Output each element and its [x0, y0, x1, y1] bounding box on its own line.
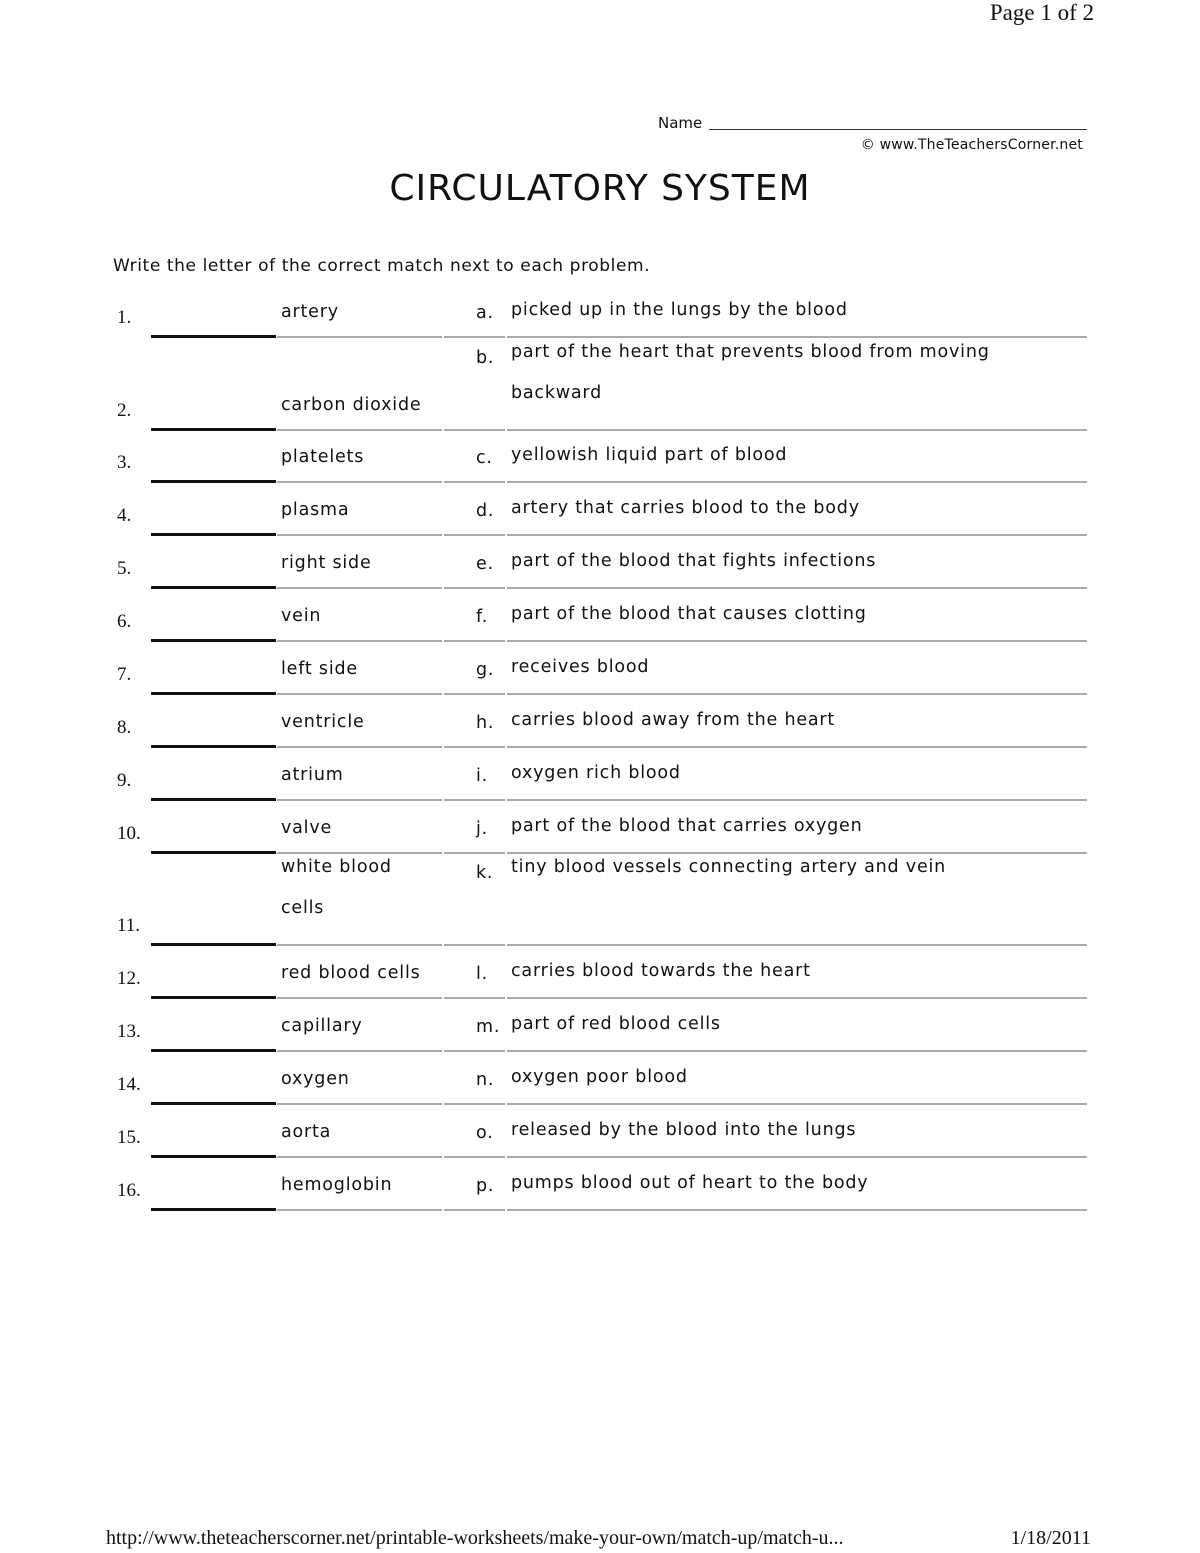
answer-letter: e. [476, 554, 494, 574]
term-text: right side [281, 553, 372, 573]
row-divider [507, 1209, 1087, 1211]
item-number: 8. [117, 717, 132, 738]
definition-text: part of the heart that prevents blood from moving backward [511, 342, 990, 403]
item-number: 6. [117, 611, 132, 632]
match-row [0, 1052, 1200, 1104]
definition-text: part of the blood that fights infections [511, 551, 877, 571]
page-number: Page 1 of 2 [989, 0, 1094, 25]
match-row [0, 285, 1200, 337]
term-text: carbon dioxide [281, 395, 422, 415]
term-text: red blood cells [281, 963, 421, 983]
item-number: 9. [117, 770, 132, 791]
item-number: 12. [117, 968, 141, 989]
term-text: platelets [281, 447, 365, 467]
match-row [0, 695, 1200, 747]
item-number: 2. [117, 400, 132, 421]
footer-date: 1/18/2011 [1010, 1527, 1091, 1549]
item-number: 13. [117, 1021, 141, 1042]
match-row [0, 483, 1200, 535]
term-text: plasma [281, 500, 350, 520]
definition-text: part of the blood that carries oxygen [511, 816, 863, 836]
term-text: artery [281, 302, 339, 322]
match-row [0, 946, 1200, 998]
item-number: 3. [117, 452, 132, 473]
definition-text: part of the blood that causes clotting [511, 604, 867, 624]
answer-letter: p. [476, 1176, 495, 1196]
answer-blank[interactable] [151, 1208, 276, 1211]
answer-letter: b. [476, 348, 495, 368]
answer-letter: i. [476, 766, 489, 786]
match-row [0, 642, 1200, 694]
copyright-notice: © www.TheTeachersCorner.net [860, 137, 1083, 153]
item-number: 15. [117, 1127, 141, 1148]
definition-text: receives blood [511, 657, 650, 677]
definition-text: picked up in the lungs by the blood [511, 300, 848, 320]
answer-letter: a. [476, 303, 494, 323]
name-label: Name [658, 114, 703, 132]
term-text: left side [281, 659, 358, 679]
answer-letter: k. [476, 863, 494, 883]
answer-letter: o. [476, 1123, 494, 1143]
answer-letter: n. [476, 1070, 495, 1090]
term-text: aorta [281, 1122, 332, 1142]
answer-letter: l. [476, 964, 489, 984]
definition-text: artery that carries blood to the body [511, 498, 860, 518]
definition-text: pumps blood out of heart to the body [511, 1173, 869, 1193]
item-number: 4. [117, 505, 132, 526]
answer-letter: j. [476, 819, 489, 839]
item-number: 1. [117, 307, 132, 328]
answer-letter: d. [476, 501, 495, 521]
definition-text: carries blood away from the heart [511, 710, 836, 730]
item-number: 5. [117, 558, 132, 579]
match-row [0, 748, 1200, 800]
answer-letter: c. [476, 448, 493, 468]
match-row [0, 589, 1200, 641]
match-row [0, 1105, 1200, 1157]
row-divider [277, 1209, 442, 1211]
definition-text: carries blood towards the heart [511, 961, 811, 981]
answer-letter: h. [476, 713, 495, 733]
definition-text: oxygen rich blood [511, 763, 681, 783]
term-text: atrium [281, 765, 344, 785]
item-number: 16. [117, 1180, 141, 1201]
definition-text: released by the blood into the lungs [511, 1120, 857, 1140]
term-text: vein [281, 606, 322, 626]
match-row [0, 801, 1200, 853]
page-title: CIRCULATORY SYSTEM [389, 168, 811, 209]
term-text: oxygen [281, 1069, 350, 1089]
term-text: valve [281, 818, 333, 838]
item-number: 11. [117, 915, 141, 936]
name-blank-line[interactable] [709, 129, 1087, 130]
match-row [0, 853, 1200, 945]
definition-text: oxygen poor blood [511, 1067, 688, 1087]
answer-letter: m. [476, 1017, 501, 1037]
term-text: hemoglobin [281, 1175, 393, 1195]
definition-text: part of red blood cells [511, 1014, 721, 1034]
item-number: 10. [117, 823, 141, 844]
item-number: 14. [117, 1074, 141, 1095]
definition-text: tiny blood vessels connecting artery and vein [511, 857, 947, 877]
instructions: Write the letter of the correct match next to each problem. [113, 256, 651, 276]
term-text: capillary [281, 1016, 363, 1036]
footer-url: http://www.theteacherscorner.net/printable-worksheets/make-your-own/match-up/match-u... [106, 1527, 844, 1549]
term-text: ventricle [281, 712, 365, 732]
match-row [0, 430, 1200, 482]
match-row [0, 1158, 1200, 1210]
definition-text: yellowish liquid part of blood [511, 445, 788, 465]
match-row [0, 338, 1200, 430]
term-text: white blood cells [281, 857, 392, 918]
answer-letter: g. [476, 660, 495, 680]
match-row [0, 999, 1200, 1051]
answer-letter: f. [476, 607, 489, 627]
item-number: 7. [117, 664, 132, 685]
match-row [0, 536, 1200, 588]
row-divider [444, 1209, 505, 1211]
